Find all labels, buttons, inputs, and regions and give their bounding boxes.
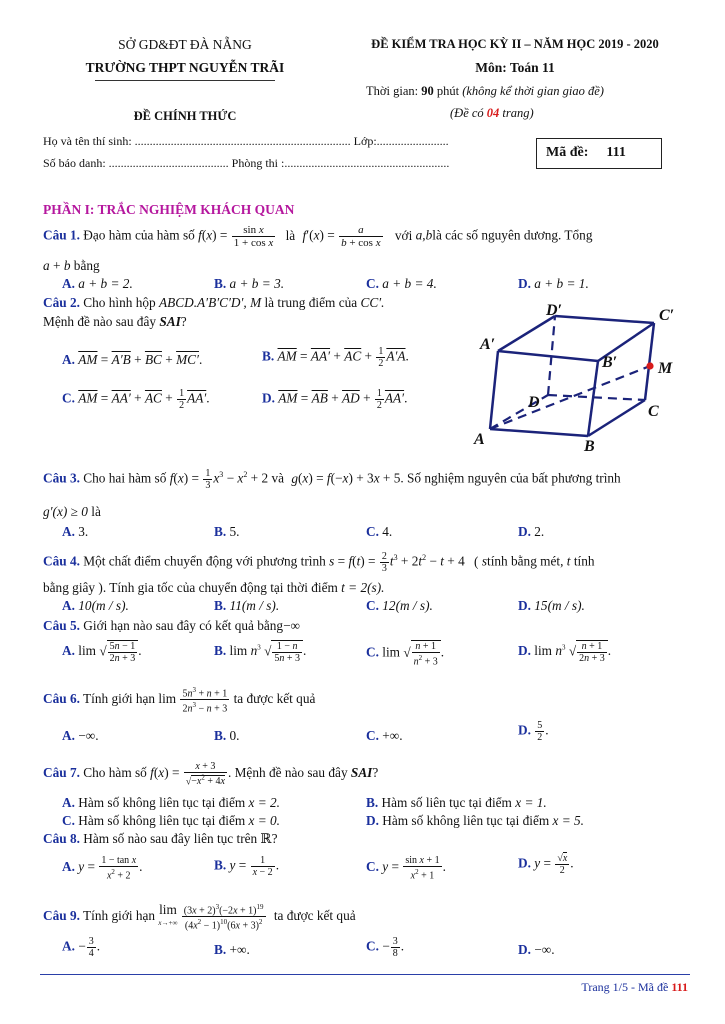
- q2-option-d[interactable]: D. $\overline{AM} = \overline{AB} + \overline{AD}$ + $\frac{1}{2}$ AA′.: [262, 388, 408, 411]
- q8-option-d[interactable]: D. y = $\frac{√x}{2}$ .: [518, 853, 574, 876]
- q3-option-c[interactable]: C. 4.: [366, 524, 393, 539]
- edge-dc: [548, 395, 645, 400]
- label-d1: D′: [546, 302, 563, 319]
- question-2-cont: Mệnh đề nào sau đây SAI?: [43, 314, 187, 329]
- q1-option-c[interactable]: C. a + b = 4.: [366, 276, 437, 291]
- exam-code: Mã đề: 111: [546, 145, 626, 160]
- time-info: Thời gian: 90 phút (không kể thời gian giao đề): [366, 84, 604, 98]
- official-label: ĐỀ CHÍNH THỨC: [133, 109, 237, 123]
- edge-aa1: [490, 351, 498, 429]
- edge-a1b1: [498, 351, 598, 361]
- school-underline: [95, 80, 275, 81]
- q9-option-b[interactable]: B. +∞.: [214, 942, 250, 957]
- q7-option-d[interactable]: D. Hàm số không liên tục tại điểm x = 5.: [366, 813, 585, 828]
- question-2: Câu 2. Cho hình hộp ABCD.A′B′C′D′, M là trung điểm của CC′.: [43, 295, 385, 310]
- section-title: PHẦN I: TRẮC NGHIỆM KHÁCH QUAN: [43, 202, 295, 217]
- question-4-cont: bằng giây ). Tính gia tốc của chuyển động tại thời điểm t = 2(s).: [43, 580, 385, 595]
- label-a1: A′: [480, 336, 496, 353]
- edge-bc: [588, 400, 645, 436]
- question-3-cont: g′(x) ≥ 0 là: [43, 504, 101, 519]
- q9-option-d[interactable]: D. −∞.: [518, 942, 555, 957]
- q1-option-b[interactable]: B. a + b = 3.: [214, 276, 285, 291]
- id-line: Số báo danh: ........................................ Phòng thi :.......................................................: [43, 156, 450, 170]
- q6-option-c[interactable]: C. +∞.: [366, 728, 403, 743]
- q5-option-c[interactable]: C. lim √ $\frac{n + 1}{n^2 + 3}$ .: [366, 641, 445, 668]
- q1-frac-2: $\frac{a}{\text{b + cos x}}$: [341, 224, 381, 249]
- q5-option-d[interactable]: D. $\lim n^3$ √ $\frac{n + 1}{2n + 3}$ .: [518, 641, 612, 664]
- label-c1: C′: [659, 307, 675, 324]
- label-a: A: [474, 431, 485, 448]
- q5-option-b[interactable]: B. $\lim n^3$ √ $\frac{1 - n}{5n + 3}$ .: [214, 641, 307, 664]
- subject: Môn: Toán 11: [475, 60, 555, 75]
- q1-frac-1: $\frac{\text{sin x}}{\text{1 + cos x}}$: [233, 224, 274, 249]
- q2-option-c[interactable]: C. $\overline{AM} = AA' + \overline{AC}$ + $\frac{1}{2}$ AA′.: [62, 388, 210, 411]
- q4-option-a[interactable]: A. 10(m / s).: [62, 598, 129, 613]
- q3-option-a[interactable]: A. 3.: [62, 524, 89, 539]
- question-8: Câu 8. Hàm số nào sau đây liên tục trên ℝ?: [43, 831, 278, 846]
- q9-option-a[interactable]: A. − $\frac{3}{4}$ .: [62, 936, 101, 959]
- label-c: C: [648, 403, 659, 420]
- edge-d1a1: [498, 316, 555, 351]
- q2-option-b[interactable]: B. $\overline{AM} = AA' + \overline{AC}$ + $\frac{1}{2}$ A′A.: [262, 346, 409, 369]
- footer-divider: [40, 974, 690, 975]
- edge-ab: [490, 429, 588, 436]
- exam-title: ĐỀ KIỂM TRA HỌC KỲ II – NĂM HỌC 2019 - 2020: [371, 37, 659, 51]
- q4-option-b[interactable]: B. 11(m / s).: [214, 598, 280, 613]
- question-9: Câu 9. Tính giới hạn lim x→+∞ $\frac{(3x + 2)^3(-2x + 1)^{19}}{(4x^2 - 1)^{10}(6x + 3)^2}$ ta được kết quả: [43, 902, 356, 932]
- q6-option-b[interactable]: B. 0.: [214, 728, 240, 743]
- edge-cc1: [645, 323, 654, 400]
- name-line: Họ và tên thí sinh: ........................................................................ Lớp:........................: [43, 134, 449, 148]
- q6-option-a[interactable]: A. −∞.: [62, 728, 99, 743]
- question-6: Câu 6. Tính giới hạn lim $\frac{5n^3 + n + 1}{2n^3 - n + 3}$ ta được kết quả: [43, 686, 316, 715]
- edge-c1d1: [555, 316, 654, 323]
- q5-option-a[interactable]: A. lim √ $\frac{5n - 1}{2n + 3}$ .: [62, 641, 142, 664]
- q8-option-a[interactable]: A. y = $\frac{\text{1 − tan x}}{x^2 + 2}$ .: [62, 855, 143, 882]
- cuboid-edges: [490, 316, 654, 436]
- question-1: Câu 1. Đạo hàm của hàm số f(x) = $\frac{\text{sin x}}{\text{1 + cos x}}$ là f′(x) = $\frac{a}{\text{b + cos x}}$ với a,blà các số nguyên dương. Tổng: [43, 224, 593, 249]
- q7-option-c[interactable]: C. Hàm số không liên tục tại điểm x = 0.: [62, 813, 281, 828]
- question-5: Câu 5. Giới hạn nào sau đây có kết quả bằng−∞: [43, 618, 301, 633]
- q3-option-b[interactable]: B. 5.: [214, 524, 240, 539]
- page-count: (Đề có 04 trang): [450, 106, 534, 120]
- q3-option-d[interactable]: D. 2.: [518, 524, 545, 539]
- q9-option-c[interactable]: C. − $\frac{3}{8}$ .: [366, 936, 405, 959]
- cuboid-figure: [470, 296, 710, 461]
- page-footer: Trang 1/5 - Mã đề 111: [581, 980, 688, 994]
- label-d: D: [528, 394, 540, 411]
- label-b1: B′: [602, 354, 618, 371]
- q7-option-b[interactable]: B. Hàm số liên tục tại điểm x = 1.: [366, 795, 547, 810]
- question-7: Câu 7. Cho hàm số f(x) = $\frac{x + 3}{√-x^2 + 4x}$ . Mệnh đề nào sau đây SAI?: [43, 761, 379, 788]
- label-m: M: [658, 360, 673, 377]
- label-b: B: [584, 438, 595, 455]
- q8-option-c[interactable]: C. y = $\frac{\text{sin x + 1}}{x^2 + 1}$ .: [366, 855, 446, 882]
- question-3: Câu 3. Cho hai hàm số f(x) = $\frac{1}{3}$ $x^3 - x^2 + 2$ và g(x) = f(−x) + 3x + 5. Số nghiệm nguyên của bất phương trình: [43, 468, 621, 491]
- q6-option-d[interactable]: D. $\frac{5}{2}$ .: [518, 720, 549, 743]
- q4-option-c[interactable]: C. 12(m / s).: [366, 598, 433, 613]
- dept-name: SỞ GD&ĐT ĐÀ NẴNG: [118, 37, 252, 52]
- q1-option-d[interactable]: D. a + b = 1.: [518, 276, 589, 291]
- school-name: TRƯỜNG THPT NGUYỄN TRÃI: [85, 60, 285, 75]
- q8-option-b[interactable]: B. y = $\frac{1}{x - 2}$ .: [214, 855, 280, 878]
- q1-option-a[interactable]: A. a + b = 2.: [62, 276, 133, 291]
- q2-option-a[interactable]: A. $\overline{AM} = A'B + \overline{BC} + MC'$.: [62, 352, 203, 367]
- segment-am: [490, 366, 650, 429]
- question-1-cont: a + b bằng: [43, 258, 100, 273]
- question-4: Câu 4. Một chất điểm chuyển động với phương trình s = f(t) = $\frac{2}{3}$ $t^3 + 2t^2 - t + 4$ ( stính bằng mét, t tính: [43, 551, 595, 574]
- point-m: [646, 362, 653, 369]
- q4-option-d[interactable]: D. 15(m / s).: [518, 598, 585, 613]
- q7-option-a[interactable]: A. Hàm số không liên tục tại điểm x = 2.: [62, 795, 281, 810]
